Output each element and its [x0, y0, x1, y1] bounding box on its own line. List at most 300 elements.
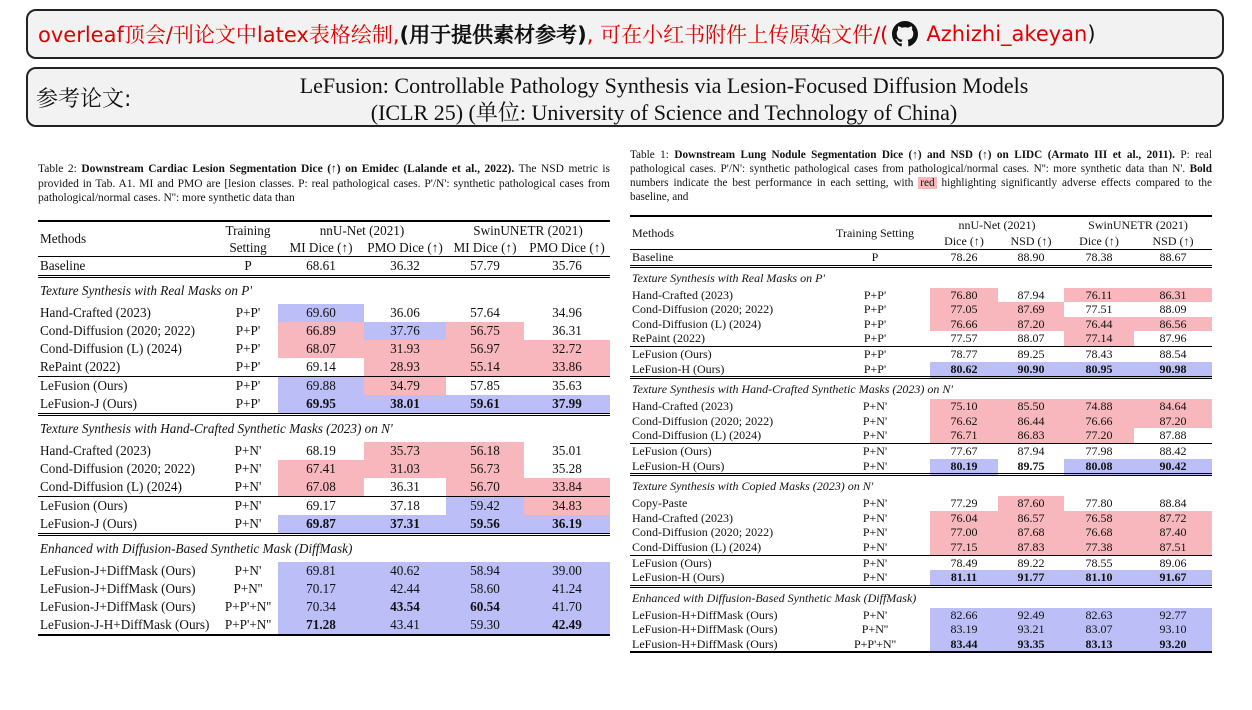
value-cell: 37.76: [364, 322, 446, 340]
top-banner: [26, 9, 1224, 59]
section-title: Texture Synthesis with Hand-Crafted Synthetic Masks (2023) on N': [38, 414, 610, 442]
table-row: [38, 340, 610, 358]
value-cell: 88.84: [1159, 496, 1187, 511]
value-cell: 36.06: [390, 304, 420, 320]
method-cell: Cond-Diffusion (L) (2024): [40, 478, 182, 494]
value-cell: 85.50: [998, 399, 1064, 414]
value-cell: 40.62: [364, 562, 446, 580]
value-cell: 59.30: [446, 616, 524, 635]
setting-cell: P+N': [234, 460, 262, 476]
value-cell: 87.20: [1134, 414, 1212, 429]
value-cell: 83.44: [930, 637, 998, 653]
value-cell: 87.68: [998, 525, 1064, 540]
value-cell: 88.09: [1159, 302, 1187, 317]
value-cell: 77.67: [930, 443, 998, 458]
method-cell: LeFusion-J (Ours): [40, 515, 138, 531]
banner-close: ): [1087, 22, 1096, 46]
value-cell: 35.63: [524, 376, 610, 395]
reference-title: [238, 72, 1090, 126]
setting-cell: P+N': [862, 496, 888, 511]
value-cell: 42.49: [524, 616, 610, 635]
value-cell: 68.19: [306, 442, 336, 458]
value-cell: 37.31: [364, 515, 446, 535]
value-cell: 89.25: [998, 346, 1064, 361]
table-row: [38, 460, 610, 478]
table-row: [630, 331, 1212, 346]
red-keyword: red: [920, 177, 935, 189]
value-cell: 32.72: [524, 340, 610, 358]
value-cell: 31.03: [364, 460, 446, 478]
setting-cell: P+P': [863, 331, 887, 346]
method-cell: Cond-Diffusion (L) (2024): [632, 316, 762, 331]
value-cell: 89.06: [1134, 555, 1212, 570]
setting-cell: P+P': [863, 316, 887, 331]
value-cell: 69.87: [278, 515, 364, 535]
group-header: nnU-Net (2021): [930, 216, 1064, 233]
value-cell: 43.41: [364, 616, 446, 635]
value-cell: 90.42: [1134, 459, 1212, 475]
value-cell: 86.56: [1134, 317, 1212, 332]
value-cell: 91.67: [1134, 570, 1212, 586]
method-cell: Cond-Diffusion (2020; 2022): [632, 413, 774, 428]
value-cell: 83.19: [930, 622, 998, 637]
value-cell: 77.98: [1064, 443, 1134, 458]
value-cell: 77.29: [950, 496, 978, 511]
setting-cell: P+P': [235, 395, 261, 411]
method-cell: LeFusion-H (Ours): [632, 458, 725, 473]
setting-cell: P+N': [862, 413, 888, 428]
value-cell: 82.66: [930, 608, 998, 623]
table1-caption: Table 1: Downstream Lung Nodule Segmentation Dice (↑) and NSD (↑) on LIDC (Armato III et al., 2011). P: real pathological cases. P'/N': synthetic pathological cases from pathological/normal cases. N'': more synthetic data than N'. Bold numbers indicate the best performance in each setting, with red highlighting significantly adverse effects compared to the baseline, and: [630, 149, 1213, 203]
setting-cell: P+P': [235, 304, 261, 320]
method-cell: LeFusion-J (Ours): [40, 395, 138, 411]
method-cell: Hand-Crafted (2023): [40, 442, 151, 458]
reference-label: 参考论文:: [36, 87, 132, 112]
group-header: SwinUNETR (2021): [1064, 216, 1212, 233]
value-cell: 86.57: [998, 511, 1064, 526]
value-cell: 87.94: [1017, 287, 1045, 302]
table-row: [38, 442, 610, 460]
value-cell: 37.99: [524, 395, 610, 415]
value-cell: 91.77: [998, 570, 1064, 586]
method-cell: LeFusion-J+DiffMask (Ours): [40, 598, 196, 614]
value-cell: 57.85: [446, 376, 524, 395]
method-cell: LeFusion-H (Ours): [632, 361, 725, 376]
ours-row: [630, 362, 1212, 378]
value-cell: 36.31: [552, 322, 582, 338]
value-cell: 69.17: [278, 496, 364, 515]
method-cell: Hand-Crafted (2023): [632, 399, 733, 414]
section-title-row: [630, 378, 1212, 400]
training-header: Setting: [229, 239, 267, 255]
setting-cell: P+N': [234, 442, 262, 458]
value-cell: 67.08: [278, 478, 364, 497]
value-cell: 34.83: [524, 496, 610, 515]
ours-row: [630, 459, 1212, 475]
banner-upload-text: , 可在小红书附件上传原始文件/(: [586, 23, 889, 47]
value-cell: 92.49: [998, 608, 1064, 623]
value-cell: 77.15: [930, 540, 998, 555]
table2: [38, 220, 610, 636]
ours-row: [630, 570, 1212, 586]
value-cell: 71.28: [278, 616, 364, 635]
method-cell: LeFusion (Ours): [630, 346, 820, 361]
setting-cell: P+N': [234, 515, 262, 531]
value-cell: 78.43: [1064, 346, 1134, 361]
setting-cell: P+N': [862, 525, 888, 540]
value-cell: 39.00: [524, 562, 610, 580]
value-cell: 76.11: [1064, 288, 1134, 303]
value-cell: 93.35: [998, 637, 1064, 653]
value-cell: 78.77: [930, 346, 998, 361]
table-row: [630, 317, 1212, 332]
value-cell: 80.95: [1064, 362, 1134, 378]
value-cell: 59.56: [446, 515, 524, 535]
value-cell: 69.60: [278, 304, 364, 322]
value-cell: 55.14: [446, 358, 524, 377]
ours-row: [630, 555, 1212, 570]
section-title-row: [630, 475, 1212, 497]
value-cell: 58.94: [446, 562, 524, 580]
value-cell: 88.42: [1134, 443, 1212, 458]
value-cell: 90.90: [998, 362, 1064, 378]
table-row: [630, 496, 1212, 511]
value-cell: 76.68: [1064, 525, 1134, 540]
table-row: [630, 540, 1212, 555]
setting-cell: P: [218, 256, 278, 276]
value-cell: 56.73: [446, 460, 524, 478]
setting-cell: P+P'+N'': [224, 598, 272, 614]
method-cell: LeFusion (Ours): [38, 496, 218, 515]
setting-cell: P+P': [863, 287, 887, 302]
table-row: [38, 358, 610, 377]
setting-cell: P+N': [862, 607, 888, 622]
reference-title-line1: LeFusion: Controllable Pathology Synthesis via Lesion-Focused Diffusion Models: [299, 73, 1029, 98]
method-cell: Baseline: [38, 256, 218, 276]
setting-cell: P+N': [234, 562, 262, 578]
value-cell: 88.07: [1017, 331, 1045, 346]
value-cell: 77.14: [1064, 331, 1134, 346]
value-cell: 88.54: [1134, 346, 1212, 361]
setting-cell: P+P': [235, 322, 261, 338]
column-header: Dice (↑): [1079, 234, 1119, 248]
value-cell: 78.55: [1064, 555, 1134, 570]
value-cell: 82.63: [1064, 608, 1134, 623]
value-cell: 87.69: [998, 302, 1064, 317]
ours-row: [38, 515, 610, 535]
value-cell: 76.80: [930, 288, 998, 303]
value-cell: 87.96: [1159, 331, 1187, 346]
value-cell: 58.60: [446, 580, 524, 598]
table-row: [630, 511, 1212, 526]
value-cell: 35.01: [552, 442, 582, 458]
table-row: [38, 478, 610, 497]
column-header: PMO Dice (↑): [529, 239, 605, 255]
setting-cell: P+P': [863, 302, 887, 317]
method-cell: Cond-Diffusion (L) (2024): [632, 428, 762, 443]
value-cell: 69.81: [278, 562, 364, 580]
method-cell: Baseline: [630, 250, 820, 267]
method-cell: LeFusion-H+DiffMask (Ours): [632, 607, 778, 622]
value-cell: 83.07: [1064, 622, 1134, 637]
table-row: [630, 399, 1212, 414]
ours-row: [38, 616, 610, 635]
setting-cell: P+P': [820, 346, 930, 361]
ours-row: [38, 562, 610, 580]
section-title: Texture Synthesis with Real Masks on P': [632, 270, 825, 285]
table-row: [630, 302, 1212, 317]
value-cell: 77.38: [1064, 540, 1134, 555]
value-cell: 68.61: [278, 256, 364, 276]
setting-cell: P+P': [218, 376, 278, 395]
value-cell: 80.62: [930, 362, 998, 378]
value-cell: 66.89: [278, 322, 364, 340]
method-cell: RePaint (2022): [40, 358, 121, 374]
value-cell: 76.71: [930, 428, 998, 443]
reference-box: [26, 67, 1224, 127]
setting-cell: P+N'': [861, 622, 889, 637]
header-row: [38, 221, 610, 239]
section-title: Texture Synthesis with Real Masks on P': [40, 282, 253, 298]
ours-row: [630, 622, 1212, 637]
value-cell: 76.44: [1064, 317, 1134, 332]
value-cell: 87.51: [1134, 540, 1212, 555]
value-cell: 59.61: [446, 395, 524, 415]
setting-cell: P+N': [862, 428, 888, 443]
value-cell: 90.98: [1134, 362, 1212, 378]
value-cell: 78.49: [930, 555, 998, 570]
method-cell: Hand-Crafted (2023): [40, 304, 151, 320]
section-title-row: [630, 266, 1212, 288]
table-row: [630, 414, 1212, 429]
value-cell: 41.24: [524, 580, 610, 598]
table1-panel: [630, 148, 1212, 653]
value-cell: 28.93: [364, 358, 446, 377]
method-cell: LeFusion (Ours): [630, 443, 820, 458]
value-cell: 68.07: [278, 340, 364, 358]
setting-cell: P+N': [218, 496, 278, 515]
setting-cell: P+P': [863, 361, 887, 376]
value-cell: 59.42: [446, 496, 524, 515]
method-cell: Cond-Diffusion (2020; 2022): [632, 302, 774, 317]
value-cell: 87.72: [1134, 511, 1212, 526]
value-cell: 93.21: [998, 622, 1064, 637]
value-cell: 36.19: [524, 515, 610, 535]
value-cell: 41.70: [524, 598, 610, 616]
value-cell: 87.94: [998, 443, 1064, 458]
value-cell: 77.00: [930, 525, 998, 540]
value-cell: 33.84: [524, 478, 610, 497]
table-row: [630, 428, 1212, 443]
method-cell: Cond-Diffusion (L) (2024): [632, 539, 762, 554]
setting-cell: P+N'': [233, 580, 263, 596]
value-cell: 70.17: [278, 580, 364, 598]
training-header: Training Setting: [820, 216, 930, 250]
setting-cell: P+N': [862, 399, 888, 414]
column-header: PMO Dice (↑): [367, 239, 443, 255]
value-cell: 74.88: [1064, 399, 1134, 414]
value-cell: 80.08: [1064, 459, 1134, 475]
table1: [630, 215, 1212, 653]
ours-row: [38, 598, 610, 616]
value-cell: 35.28: [552, 460, 582, 476]
value-cell: 76.66: [1064, 414, 1134, 429]
value-cell: 86.31: [1134, 288, 1212, 303]
setting-cell: P+N': [862, 570, 888, 585]
setting-cell: P+N': [862, 539, 888, 554]
column-header: MI Dice (↑): [453, 239, 517, 255]
value-cell: 86.44: [998, 414, 1064, 429]
value-cell: 77.51: [1085, 302, 1113, 317]
value-cell: 67.41: [278, 460, 364, 478]
value-cell: 35.76: [524, 256, 610, 276]
value-cell: 43.54: [364, 598, 446, 616]
value-cell: 83.13: [1064, 637, 1134, 653]
method-cell: Cond-Diffusion (2020; 2022): [632, 525, 774, 540]
ours-row: [38, 496, 610, 515]
method-cell: LeFusion-H+DiffMask (Ours): [630, 637, 820, 653]
column-header: NSD (↑): [1152, 234, 1194, 248]
table2-caption: Table 2: Downstream Cardiac Lesion Segmentation Dice (↑) on Emidec (Lalande et al., 2022). The NSD metric is provided in Tab. A1. MI and PMO are [lesion classes. P: real pathological cases. P'/N': synthetic pathological cases from pathological/normal cases. N'': more synthetic data than: [38, 163, 610, 204]
value-cell: 92.77: [1134, 608, 1212, 623]
ours-row: [38, 376, 610, 395]
banner-note: (用于提供素材参考): [399, 23, 587, 47]
value-cell: 88.90: [998, 250, 1064, 267]
method-cell: RePaint (2022): [632, 331, 705, 346]
value-cell: 34.79: [364, 376, 446, 395]
value-cell: 69.14: [306, 358, 336, 374]
value-cell: 87.20: [998, 317, 1064, 332]
value-cell: 76.66: [930, 317, 998, 332]
value-cell: 33.86: [524, 358, 610, 377]
section-title: Enhanced with Diffusion-Based Synthetic Mask (DiffMask): [630, 586, 1212, 608]
method-cell: LeFusion (Ours): [38, 376, 218, 395]
section-title: Texture Synthesis with Copied Masks (2023) on N': [630, 475, 1212, 497]
value-cell: 36.32: [364, 256, 446, 276]
section-title-row: [630, 586, 1212, 608]
setting-cell: P+N': [234, 478, 262, 494]
value-cell: 89.22: [998, 555, 1064, 570]
value-cell: 88.67: [1134, 250, 1212, 267]
table-row: [630, 525, 1212, 540]
method-cell: LeFusion-J+DiffMask (Ours): [40, 580, 196, 596]
column-header: Dice (↑): [944, 234, 984, 248]
setting-cell: P: [820, 250, 930, 267]
setting-cell: P+P': [235, 358, 261, 374]
method-cell: Hand-Crafted (2023): [632, 510, 733, 525]
value-cell: 70.34: [278, 598, 364, 616]
section-title: Texture Synthesis with Hand-Crafted Synthetic Masks (2023) on N': [630, 378, 1212, 400]
reference-title-line2: (ICLR 25) (单位: University of Science and Technology of China): [370, 100, 958, 125]
baseline-row: [630, 250, 1212, 267]
group-header: SwinUNETR (2021): [446, 221, 610, 239]
value-cell: 81.11: [930, 570, 998, 586]
value-cell: 37.18: [364, 496, 446, 515]
value-cell: 80.19: [930, 459, 998, 475]
value-cell: 87.83: [998, 540, 1064, 555]
method-cell: LeFusion-H (Ours): [632, 570, 725, 585]
training-header: Training: [218, 221, 278, 239]
value-cell: 93.20: [1134, 637, 1212, 653]
value-cell: 69.88: [278, 376, 364, 395]
methods-header: Methods: [630, 216, 820, 250]
method-cell: Hand-Crafted (2023): [632, 287, 733, 302]
value-cell: 36.31: [390, 478, 420, 494]
value-cell: 56.75: [446, 322, 524, 340]
value-cell: 56.70: [446, 478, 524, 497]
value-cell: 84.64: [1134, 399, 1212, 414]
method-cell: LeFusion (Ours): [630, 555, 820, 570]
value-cell: 56.97: [446, 340, 524, 358]
ours-row: [630, 608, 1212, 623]
value-cell: 31.93: [364, 340, 446, 358]
value-cell: 35.73: [364, 442, 446, 460]
ours-row: [630, 637, 1212, 653]
value-cell: 87.40: [1134, 525, 1212, 540]
value-cell: 78.38: [1064, 250, 1134, 267]
method-cell: Copy-Paste: [632, 496, 688, 511]
column-header: MI Dice (↑): [289, 239, 353, 255]
section-title-row: [38, 276, 610, 304]
methods-header: Methods: [38, 221, 218, 257]
header-row: [630, 216, 1212, 233]
banner-title: overleaf顶会/刊论文中latex表格绘制,: [38, 23, 400, 47]
baseline-row: [38, 256, 610, 276]
value-cell: 69.95: [278, 395, 364, 415]
value-cell: 93.10: [1134, 622, 1212, 637]
value-cell: 60.54: [446, 598, 524, 616]
group-header: nnU-Net (2021): [278, 221, 446, 239]
value-cell: 57.64: [470, 304, 500, 320]
table-row: [38, 304, 610, 322]
table-row: [38, 322, 610, 340]
value-cell: 87.60: [998, 496, 1064, 511]
value-cell: 78.26: [930, 250, 998, 267]
value-cell: 77.20: [1064, 428, 1134, 443]
setting-cell: P+P': [235, 340, 261, 356]
ours-row: [38, 395, 610, 415]
value-cell: 42.44: [364, 580, 446, 598]
ours-row: [630, 346, 1212, 361]
value-cell: 76.62: [930, 414, 998, 429]
banner-author: Azhizhi_akeyan: [926, 22, 1088, 46]
value-cell: 34.96: [552, 304, 582, 320]
value-cell: 38.01: [364, 395, 446, 415]
setting-cell: P+N': [820, 443, 930, 458]
ours-row: [38, 580, 610, 598]
github-icon: [892, 21, 918, 47]
method-cell: LeFusion-J+DiffMask (Ours): [40, 562, 196, 578]
value-cell: 76.04: [930, 511, 998, 526]
table2-panel: [38, 162, 610, 636]
value-cell: 56.18: [446, 442, 524, 460]
method-cell: Cond-Diffusion (2020; 2022): [40, 322, 196, 338]
value-cell: 86.83: [998, 428, 1064, 443]
setting-cell: P+P'+N'': [218, 616, 278, 635]
value-cell: 75.10: [930, 399, 998, 414]
method-cell: LeFusion-H+DiffMask (Ours): [632, 622, 778, 637]
value-cell: 77.80: [1085, 496, 1113, 511]
setting-cell: P+N': [820, 555, 930, 570]
value-cell: 87.88: [1159, 428, 1187, 443]
method-cell: Cond-Diffusion (L) (2024): [40, 340, 182, 356]
section-title: Enhanced with Diffusion-Based Synthetic Mask (DiffMask): [38, 534, 610, 562]
value-cell: 89.75: [1017, 458, 1045, 473]
value-cell: 77.57: [950, 331, 978, 346]
ours-row: [630, 443, 1212, 458]
setting-cell: P+N': [862, 510, 888, 525]
value-cell: 77.05: [930, 302, 998, 317]
